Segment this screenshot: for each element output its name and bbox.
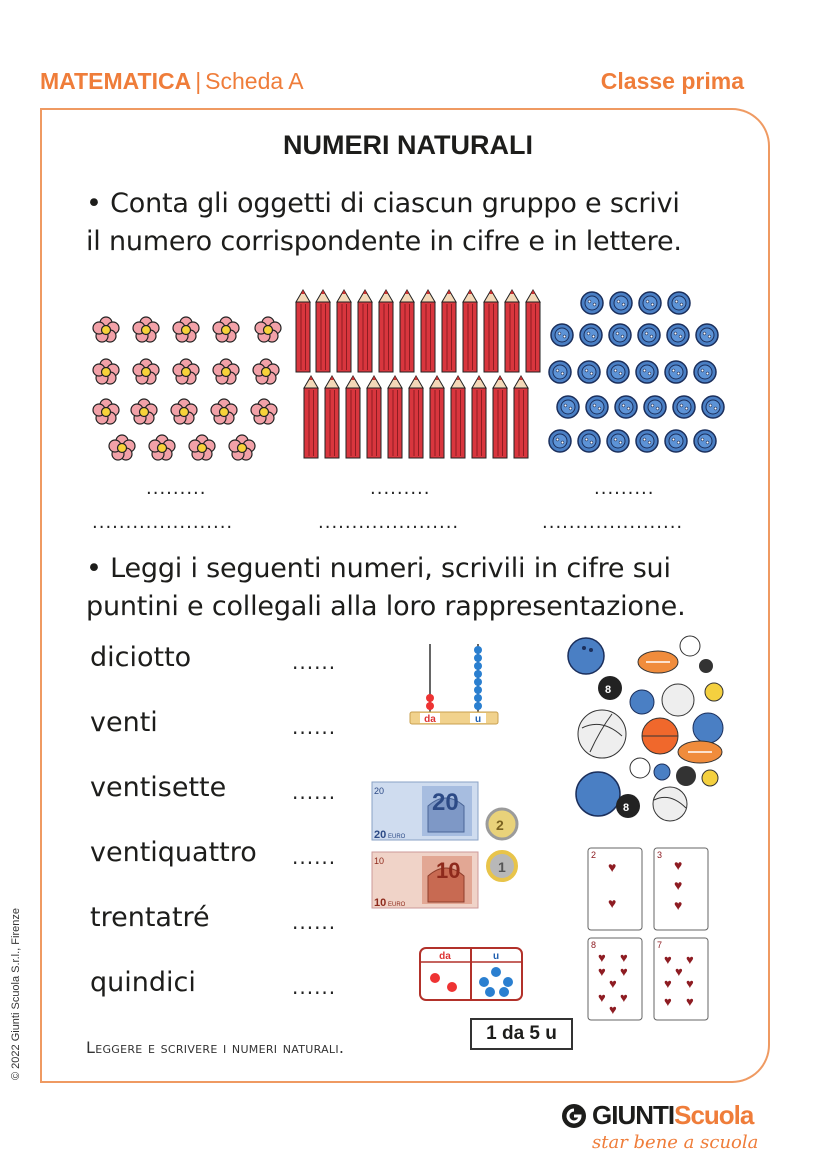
pencil-digits-blank[interactable]: ......... (370, 478, 431, 499)
flower-words-blank[interactable]: ..................... (92, 512, 234, 533)
class-label: Classe prima (600, 68, 744, 94)
svg-text:♥: ♥ (609, 1002, 617, 1017)
publisher-tagline: star bene a scuola (592, 1132, 759, 1153)
card-value: 3 (657, 850, 663, 860)
number-blank[interactable]: ...... (292, 975, 337, 999)
exercise-1-instruction (86, 185, 682, 261)
card-value: 7 (657, 940, 663, 950)
svg-text:♥: ♥ (620, 990, 628, 1005)
publisher-logo (560, 1100, 760, 1160)
sheet-label: Scheda A (205, 68, 304, 94)
button-digits-blank[interactable]: ......... (594, 478, 655, 499)
abacus-units-label: u (474, 714, 482, 725)
exercise-1-line-2: il numero corrispondente in cifre e in lettere. (86, 226, 682, 257)
number-word: ventiquattro (90, 837, 257, 868)
flower-group (84, 310, 294, 470)
banknote-10-corner: 10 (374, 856, 385, 866)
svg-text:♥: ♥ (686, 994, 694, 1009)
card-value: 2 (591, 850, 597, 860)
svg-text:♥: ♥ (664, 994, 672, 1009)
banknote-10-corner-bottom: 10 (374, 897, 387, 909)
svg-text:♥: ♥ (598, 990, 606, 1005)
button-icons (549, 292, 724, 452)
header-separator: | (195, 68, 202, 94)
table-units-label: u (492, 951, 500, 962)
subject-label: MATEMATICA (40, 68, 192, 94)
number-word: ventisette (90, 772, 227, 803)
exercise-2-line-1: • Leggi i seguenti numeri, scrivili in cifre sui (86, 553, 671, 584)
card-value: 8 (591, 940, 597, 950)
publisher-name: GIUNTIScuola (592, 1100, 754, 1130)
svg-text:♥: ♥ (609, 976, 617, 991)
number-word: diciotto (90, 642, 192, 673)
place-value-table (418, 946, 524, 1002)
svg-text:♥: ♥ (675, 964, 683, 979)
page-title: NUMERI NATURALI (283, 130, 533, 160)
pencil-group (294, 288, 544, 468)
svg-text:♥: ♥ (686, 976, 694, 991)
banknote-20-value: 20 (432, 789, 459, 816)
banknote-10-value: 10 (436, 858, 461, 883)
number-blank[interactable]: ...... (292, 780, 337, 804)
svg-text:♥: ♥ (598, 950, 606, 965)
learning-objective-note: Leggere e scrivere i numeri naturali. (86, 1038, 345, 1057)
svg-text:♥: ♥ (620, 964, 628, 979)
banknote-20-corner-bottom: 20 (374, 829, 387, 841)
pencil-icons (296, 290, 540, 458)
number-blank[interactable]: ...... (292, 650, 337, 674)
publisher-g-icon (560, 1102, 588, 1130)
abacus-figure (408, 640, 500, 730)
copyright-notice: © 2022 Giunti Scuola S.r.l., Firenze (10, 908, 22, 1080)
abacus-tens-label: da (424, 714, 436, 725)
banknote-20-and-coin-2 (370, 780, 520, 844)
exercise-1-line-1: • Conta gli oggetti di ciascun gruppo e scrivi (86, 188, 680, 219)
svg-text:♥: ♥ (664, 952, 672, 967)
svg-text:♥: ♥ (608, 895, 617, 911)
exercise-2-line-2: puntini e collegali alla loro rappresentazione. (86, 591, 686, 622)
svg-text:8: 8 (623, 802, 630, 814)
number-blank[interactable]: ...... (292, 845, 337, 869)
svg-text:♥: ♥ (674, 857, 683, 873)
svg-text:8: 8 (605, 684, 612, 696)
answer-example-box: 1 da 5 u (470, 1018, 573, 1050)
number-word: venti (90, 707, 158, 738)
svg-text:♥: ♥ (620, 950, 628, 965)
banknote-10-and-coin-1 (370, 848, 520, 912)
coin-1-value: 1 (498, 859, 506, 875)
svg-text:♥: ♥ (608, 859, 617, 875)
number-blank[interactable]: ...... (292, 715, 337, 739)
pencil-words-blank[interactable]: ..................... (318, 512, 460, 533)
flower-icons (93, 317, 281, 460)
number-word: trentatré (90, 902, 210, 933)
worksheet-frame-left-edge (40, 108, 42, 1083)
svg-text:♥: ♥ (674, 897, 683, 913)
svg-text:♥: ♥ (664, 976, 672, 991)
svg-text:♥: ♥ (686, 952, 694, 967)
number-blank[interactable]: ...... (292, 910, 337, 934)
svg-text:♥: ♥ (674, 877, 683, 893)
button-words-blank[interactable]: ..................... (542, 512, 684, 533)
header-subject-line (40, 68, 304, 95)
number-word: quindici (90, 967, 196, 998)
banknote-20-currency: EURO (388, 834, 406, 840)
svg-text:♥: ♥ (598, 964, 606, 979)
button-group (544, 288, 734, 458)
banknote-20-corner: 20 (374, 786, 385, 796)
flower-digits-blank[interactable]: ......... (146, 478, 207, 499)
playing-cards (586, 846, 712, 1022)
banknote-10-currency: EURO (388, 902, 406, 908)
exercise-2-instruction (86, 550, 685, 626)
coin-2-value: 2 (496, 817, 504, 833)
balls-group (560, 632, 740, 828)
table-tens-label: da (439, 951, 451, 962)
